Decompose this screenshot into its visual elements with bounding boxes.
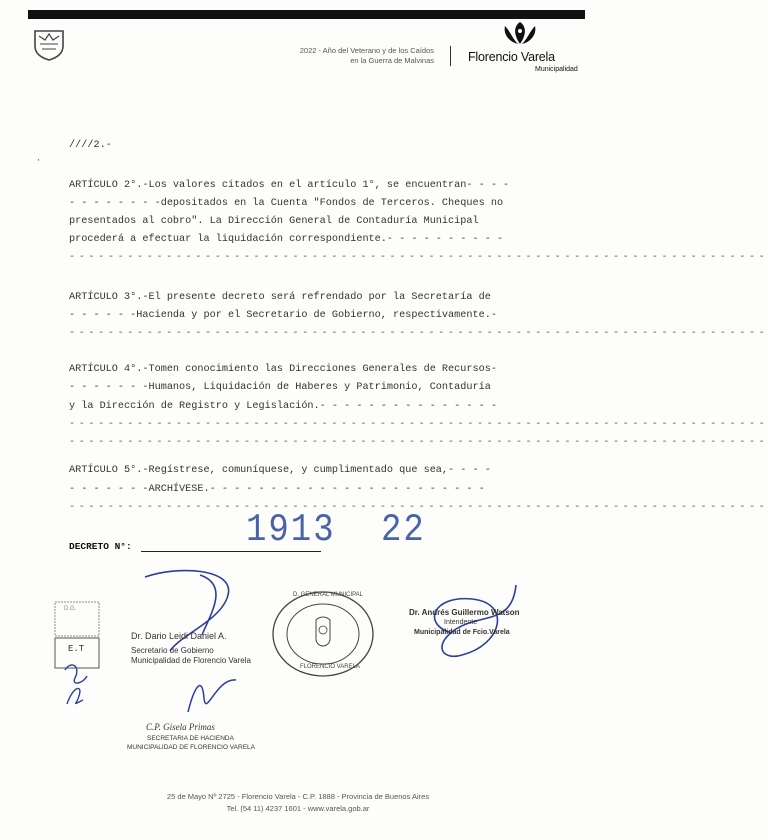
article-5-line-2: - - - - - - -ARCHÍVESE.- - - - - - - - - - - - - - - - - - - - - - -: [69, 484, 485, 495]
article-3-line-2: - - - - - -Hacienda y por el Secretario de Gobierno, respectivamente.-: [69, 310, 497, 321]
header-year-line-2: en la Guerra de Malvinas: [350, 56, 434, 65]
filler-dashes: ------------------------------------------------------------------------: [69, 419, 768, 430]
gobierno-signer-title: Secretario de Gobierno: [131, 646, 214, 655]
filler-dashes: ------------------------------------------------------------------------: [69, 437, 768, 448]
header-year-line: 2022 - Año del Veterano y de los Caídos: [299, 46, 434, 55]
article-5-line-1: ARTÍCULO 5°.-Regístrese, comuníquese, y cumplimentado que sea,- - - -: [69, 465, 491, 476]
article-2-line-3: presentados al cobro". La Dirección General de Contaduría Municipal: [69, 216, 479, 227]
footer-address: 25 de Mayo Nº 2725 - Florencio Varela - C.P. 1888 - Provincia de Buenos Aires: [166, 792, 430, 801]
margin-dot: ·: [36, 156, 41, 165]
article-4-line-2: - - - - - - -Humanos, Liquidación de Haberes y Patrimonio, Contaduría: [69, 382, 491, 393]
article-3-line-1: ARTÍCULO 3°.-El presente decreto será refrendado por la Secretaría de: [69, 292, 491, 303]
article-4-line-3: y la Dirección de Registro y Legislación.- - - - - - - - - - - - - - -: [69, 401, 497, 412]
decreto-year-stamp: 22: [381, 509, 426, 553]
intendente-signer-org: Municipalidad de Fcio.Varela: [414, 629, 510, 636]
hacienda-signer-title: SECRETARIA DE HACIENDA: [147, 735, 234, 742]
intendente-signer-title: Intendente: [444, 619, 478, 626]
signature-hacienda-icon: [180, 668, 240, 718]
article-4-line-1: ARTÍCULO 4°.-Tomen conocimiento las Direcciones Generales de Recursos-: [69, 364, 497, 375]
decreto-number-stamp: 1913: [246, 509, 336, 553]
filler-dashes: ------------------------------------------------------------------------: [69, 502, 768, 513]
gobierno-signer-name: Dr. Dario Leidi Daniel A.: [131, 631, 227, 641]
decreto-label: DECRETO N°:: [69, 541, 132, 552]
header-separator: [450, 46, 451, 66]
florencio-varela-logo-icon: [497, 20, 543, 48]
footer-contact: Tel. (54 11) 4237 1601 - www.varela.gob.ar: [226, 804, 370, 813]
signature-gobierno-icon: [140, 565, 260, 655]
hacienda-signer-org: MUNICIPALIDAD DE FLORENCIO VARELA: [127, 744, 255, 751]
gobierno-signer-org: Municipalidad de Florencio Varela: [131, 656, 251, 665]
filler-dashes: ------------------------------------------------------------------------: [69, 252, 768, 263]
page-marker: ////2.-: [69, 140, 112, 151]
seal-ring-bottom: FLORENCIO VARELA: [300, 664, 360, 670]
intendente-signer-name: Dr. Andrés Guillermo Watson: [409, 608, 520, 617]
municipal-crest-icon: [31, 28, 67, 62]
article-2-line-4: procederá a efectuar la liquidación correspondiente.- - - - - - - - - -: [69, 234, 504, 245]
brand-subtitle: Municipalidad: [535, 66, 578, 73]
brand-name: Florencio Varela: [468, 50, 555, 64]
side-stamp-label: D.G.: [64, 606, 77, 612]
header-bar: [28, 10, 585, 19]
hacienda-signer-name: C.P. Gisela Primas: [146, 722, 215, 732]
filler-dashes: ------------------------------------------------------------------------: [69, 328, 768, 339]
article-2-line-2: - - - - - - - -depositados en la Cuenta "Fondos de Terceros. Cheques no: [69, 198, 504, 209]
seal-ring-top: D. GENERAL MUNICIPAL: [293, 592, 364, 598]
side-stamp-initials: E.T: [68, 644, 85, 654]
initials-stamp-icon: [53, 600, 101, 710]
article-2-line-1: ARTÍCULO 2°.-Los valores citados en el artículo 1°, se encuentran- - - -: [69, 180, 510, 191]
